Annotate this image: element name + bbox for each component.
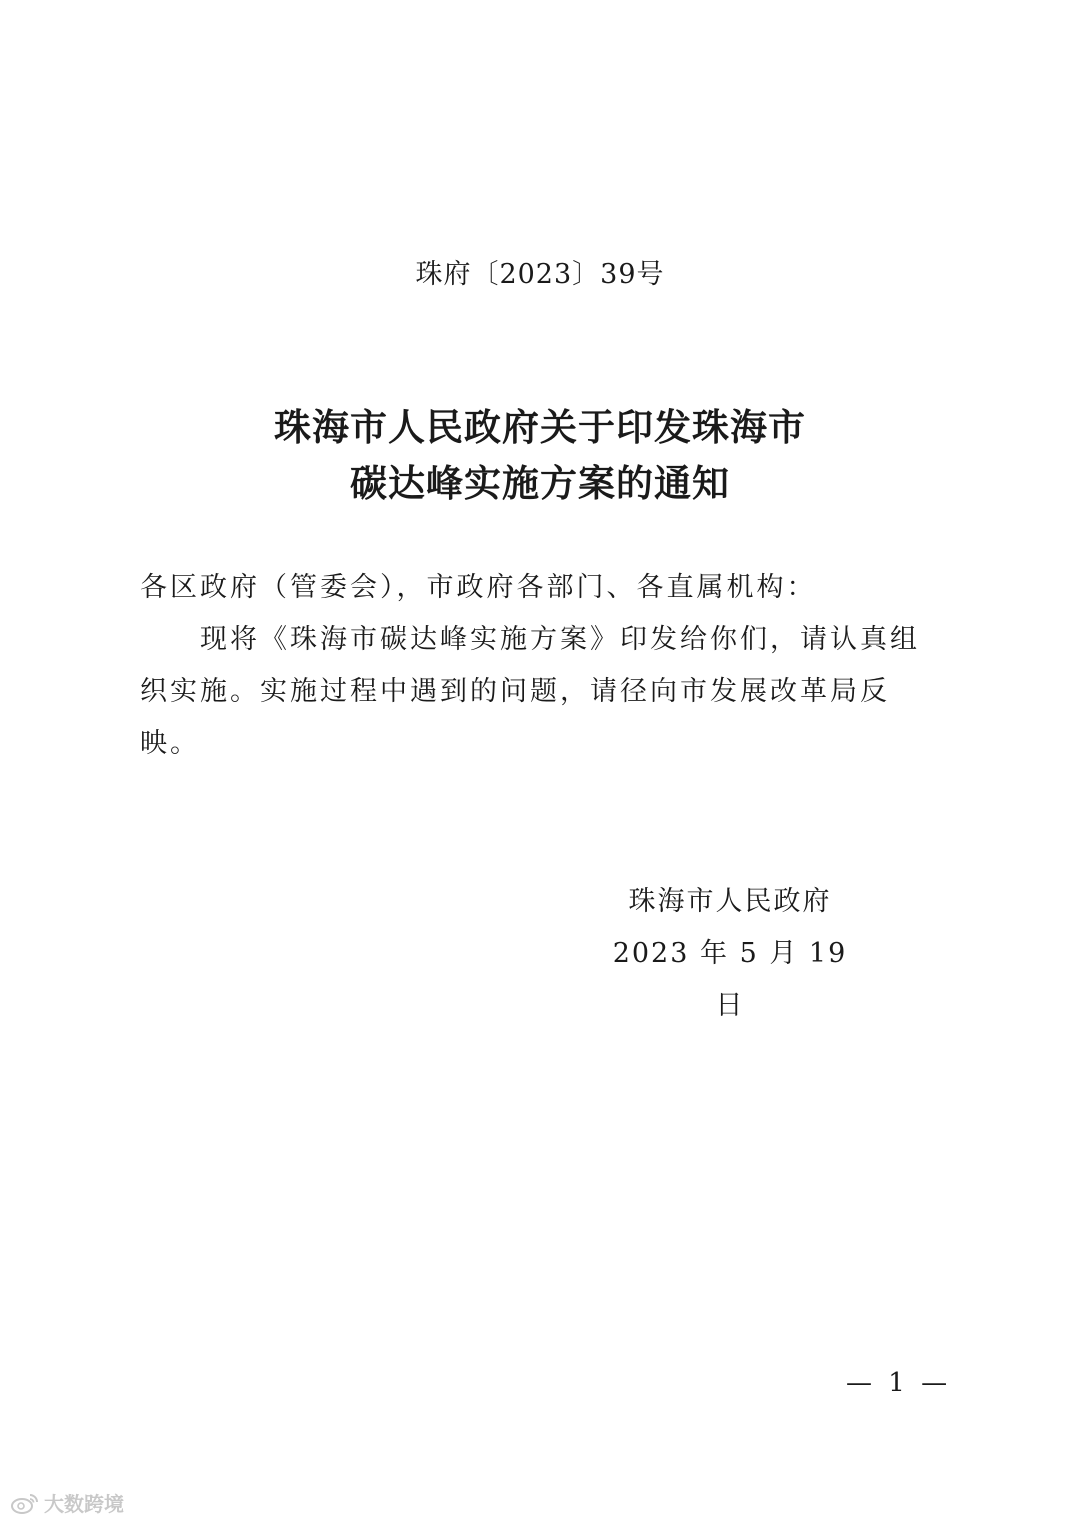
document-number: 珠府〔2023〕39号 — [415, 259, 665, 290]
document-body — [140, 562, 940, 770]
addressee: 各区政府（管委会），市政府各部门、各直属机构： — [140, 572, 817, 603]
title-line-1: 珠海市人民政府关于印发珠海市 — [274, 406, 806, 449]
weibo-logo-icon — [10, 1491, 40, 1515]
document-title — [0, 400, 1080, 512]
body-paragraph: 现将《珠海市碳达峰实施方案》印发给你们，请认真组织实施。实施过程中遇到的问题，请径向市发展改革局反映。 — [140, 624, 920, 759]
issuer-name: 珠海市人民政府 — [628, 886, 832, 917]
watermark-text: 大数跨境 — [44, 1492, 124, 1516]
issue-date: 2023 年 5 月 19 日 — [612, 938, 848, 1021]
page-number: — 1 — — [846, 1368, 952, 1398]
watermark — [10, 1488, 124, 1517]
signature-block — [600, 876, 860, 1032]
title-line-2: 碳达峰实施方案的通知 — [350, 462, 730, 505]
